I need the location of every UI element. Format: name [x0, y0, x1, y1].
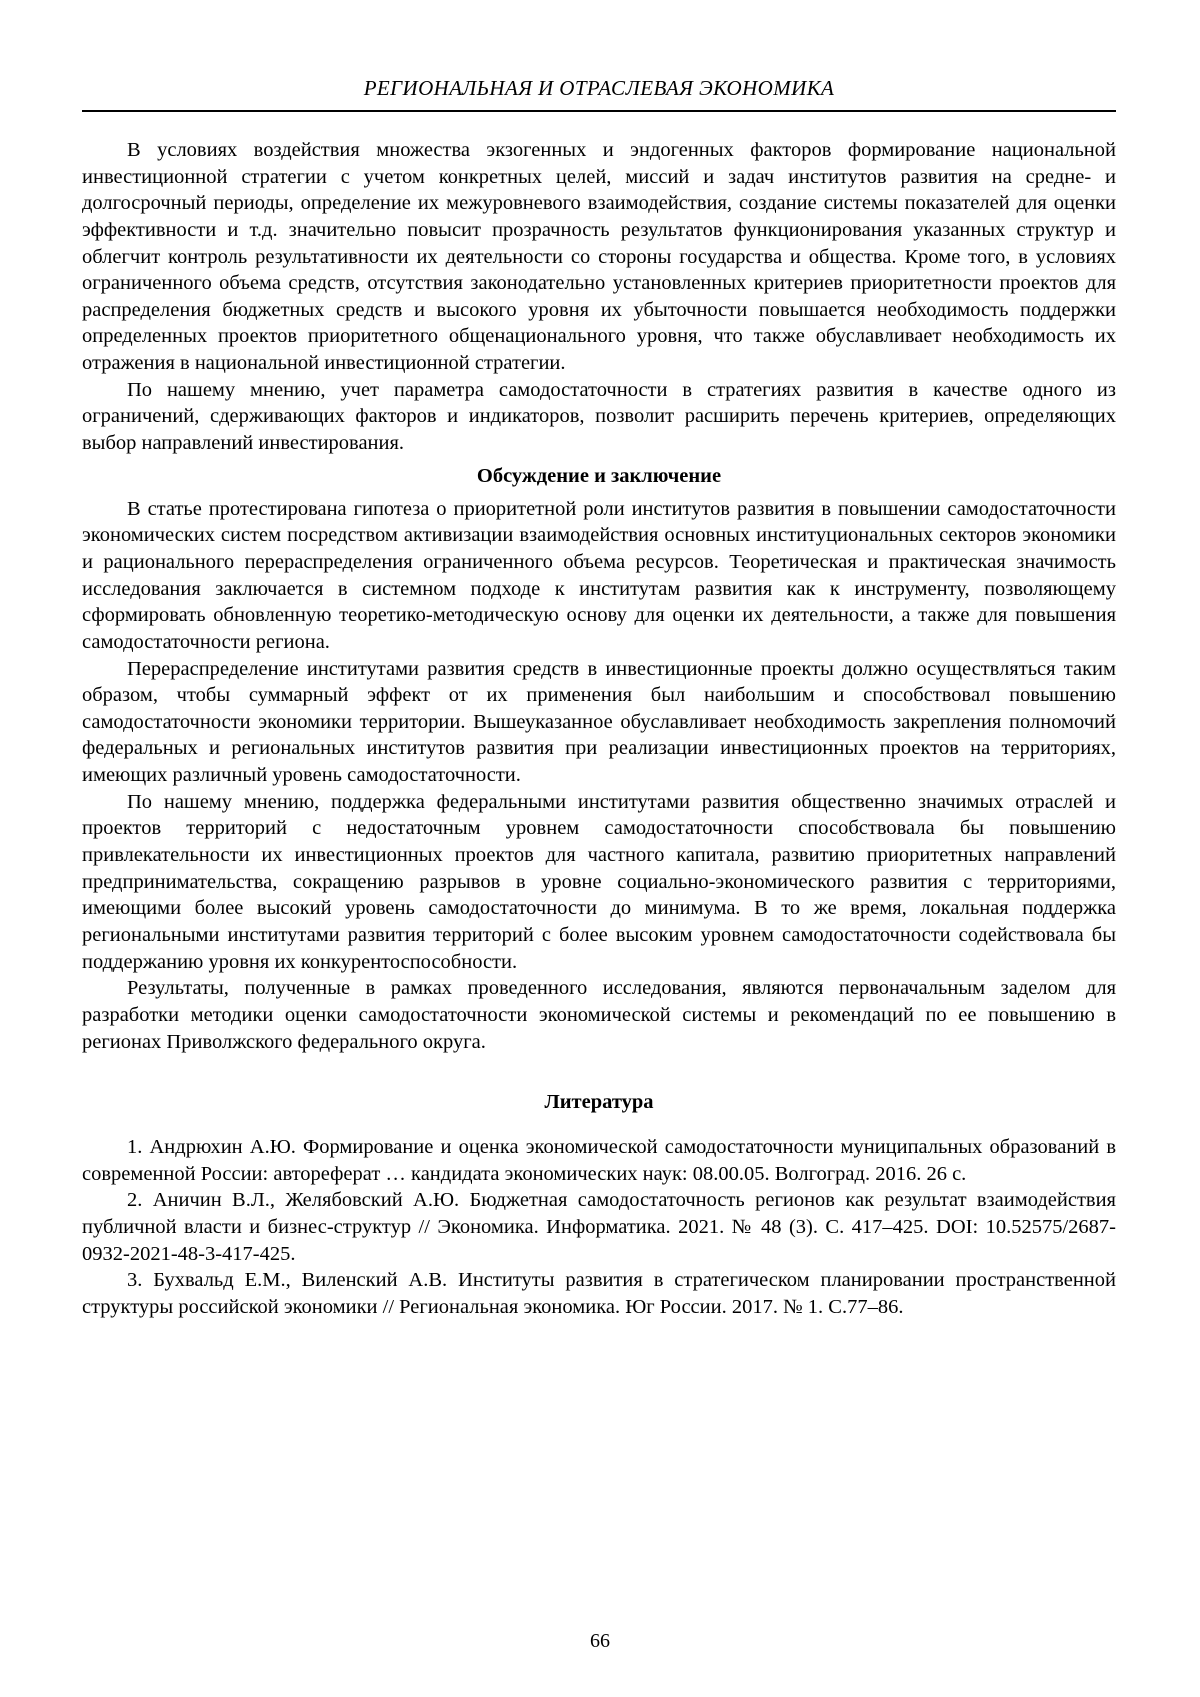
intro-paragraph: По нашему мнению, учет параметра самодостаточности в стратегиях развития в качестве одного из ограничений, сдерживающих факторов и индикаторов, позволит расширить перечень критериев, определяющих выбор направлений инвестирования.: [82, 378, 1116, 455]
discussion-paragraph: Перераспределение институтами развития средств в инвестиционные проекты должно осуществляться таким образом, чтобы суммарный эффект от их применения был наибольшим и способствовал повышению самодостаточности экономики территории. Вышеуказанное обуславливает необходимость закрепления полномочий федеральных и региональных институтов развития при реализации инвестиционных проектов на территориях, имеющих различный уровень самодостаточности.: [82, 657, 1116, 787]
running-head: РЕГИОНАЛЬНАЯ И ОТРАСЛЕВАЯ ЭКОНОМИКА: [82, 76, 1116, 112]
discussion-paragraph: Результаты, полученные в рамках проведенного исследования, являются первоначальным заделом для разработки методики оценки самодостаточности экономической системы и рекомендаций по ее повышению в регионах Приволжского федерального округа.: [82, 977, 1116, 1053]
intro-paragraph: В условиях воздействия множества экзогенных и эндогенных факторов формирование национальной инвестиционной стратегии с учетом конкретных целей, миссий и задач институтов развития на средне- и долгосрочный периоды, определение их межуровневого взаимодействия, создание системы показателей для оценки эффективности и т.д. значительно повысит прозрачность результатов функционирования указанных структур и облегчит контроль результативности их деятельности со стороны государства и общества. Кроме того, в условиях ограниченного объема средств, отсутствия законодательно установленных критериев приоритетности проектов для распределения бюджетных средств и высокого уровня их убыточности повышается необходимость поддержки определенных проектов приоритетного общенационального уровня, что также обуславливает необходимость их отражения в национальной инвестиционной стратегии.: [82, 139, 1116, 375]
discussion-paragraph: По нашему мнению, поддержка федеральными институтами развития общественно значимых отраслей и проектов территорий с недостаточным уровнем самодостаточности способствовала бы повышению привлекательности их инвестиционных проектов для частного капитала, развитию приоритетных направлений предпринимательства, сокращению разрывов в уровне социально-экономического развития с территориями, имеющими более высокий уровень самодостаточности до минимума. В то же время, локальная поддержка региональными институтами развития территорий с более высоким уровнем самодостаточности содействовала бы поддержанию уровня их конкурентоспособности.: [82, 790, 1116, 973]
reference-item: 1. Андрюхин А.Ю. Формирование и оценка экономической самодостаточности муниципальных образований в современной России: автореферат … кандидата экономических наук: 08.00.05. Волгоград. 2016. 26 с.: [82, 1136, 1116, 1185]
page-number: 66: [590, 1630, 610, 1652]
discussion-paragraph: В статье протестирована гипотеза о приоритетной роли институтов развития в повышении самодостаточности экономических систем посредством активизации взаимодействия основных институциональных секторов экономики и рационального перераспределения ограниченного объема ресурсов. Теоретическая и практическая значимость исследования заключается в системном подходе к институтам развития как к инструменту, позволяющему сформировать обновленную теоретико-методическую основу для оценки их деятельности, а также для повышения самодостаточности региона.: [82, 497, 1116, 653]
reference-item: 3. Бухвальд Е.М., Виленский А.В. Институты развития в стратегическом планировании пространственной структуры российской экономики // Региональная экономика. Юг России. 2017. № 1. С.77–86.: [82, 1269, 1116, 1318]
reference-item: 2. Аничин В.Л., Желябовский А.Ю. Бюджетная самодостаточность регионов как результат взаимодействия публичной власти и бизнес-структур // Экономика. Информатика. 2021. № 48 (3). С. 417–425. DOI: 10.52575/2687-0932-2021-48-3-417-425.: [82, 1189, 1116, 1265]
section-heading-discussion: Обсуждение и заключение: [476, 464, 722, 487]
section-heading-literature: Литература: [544, 1091, 654, 1114]
